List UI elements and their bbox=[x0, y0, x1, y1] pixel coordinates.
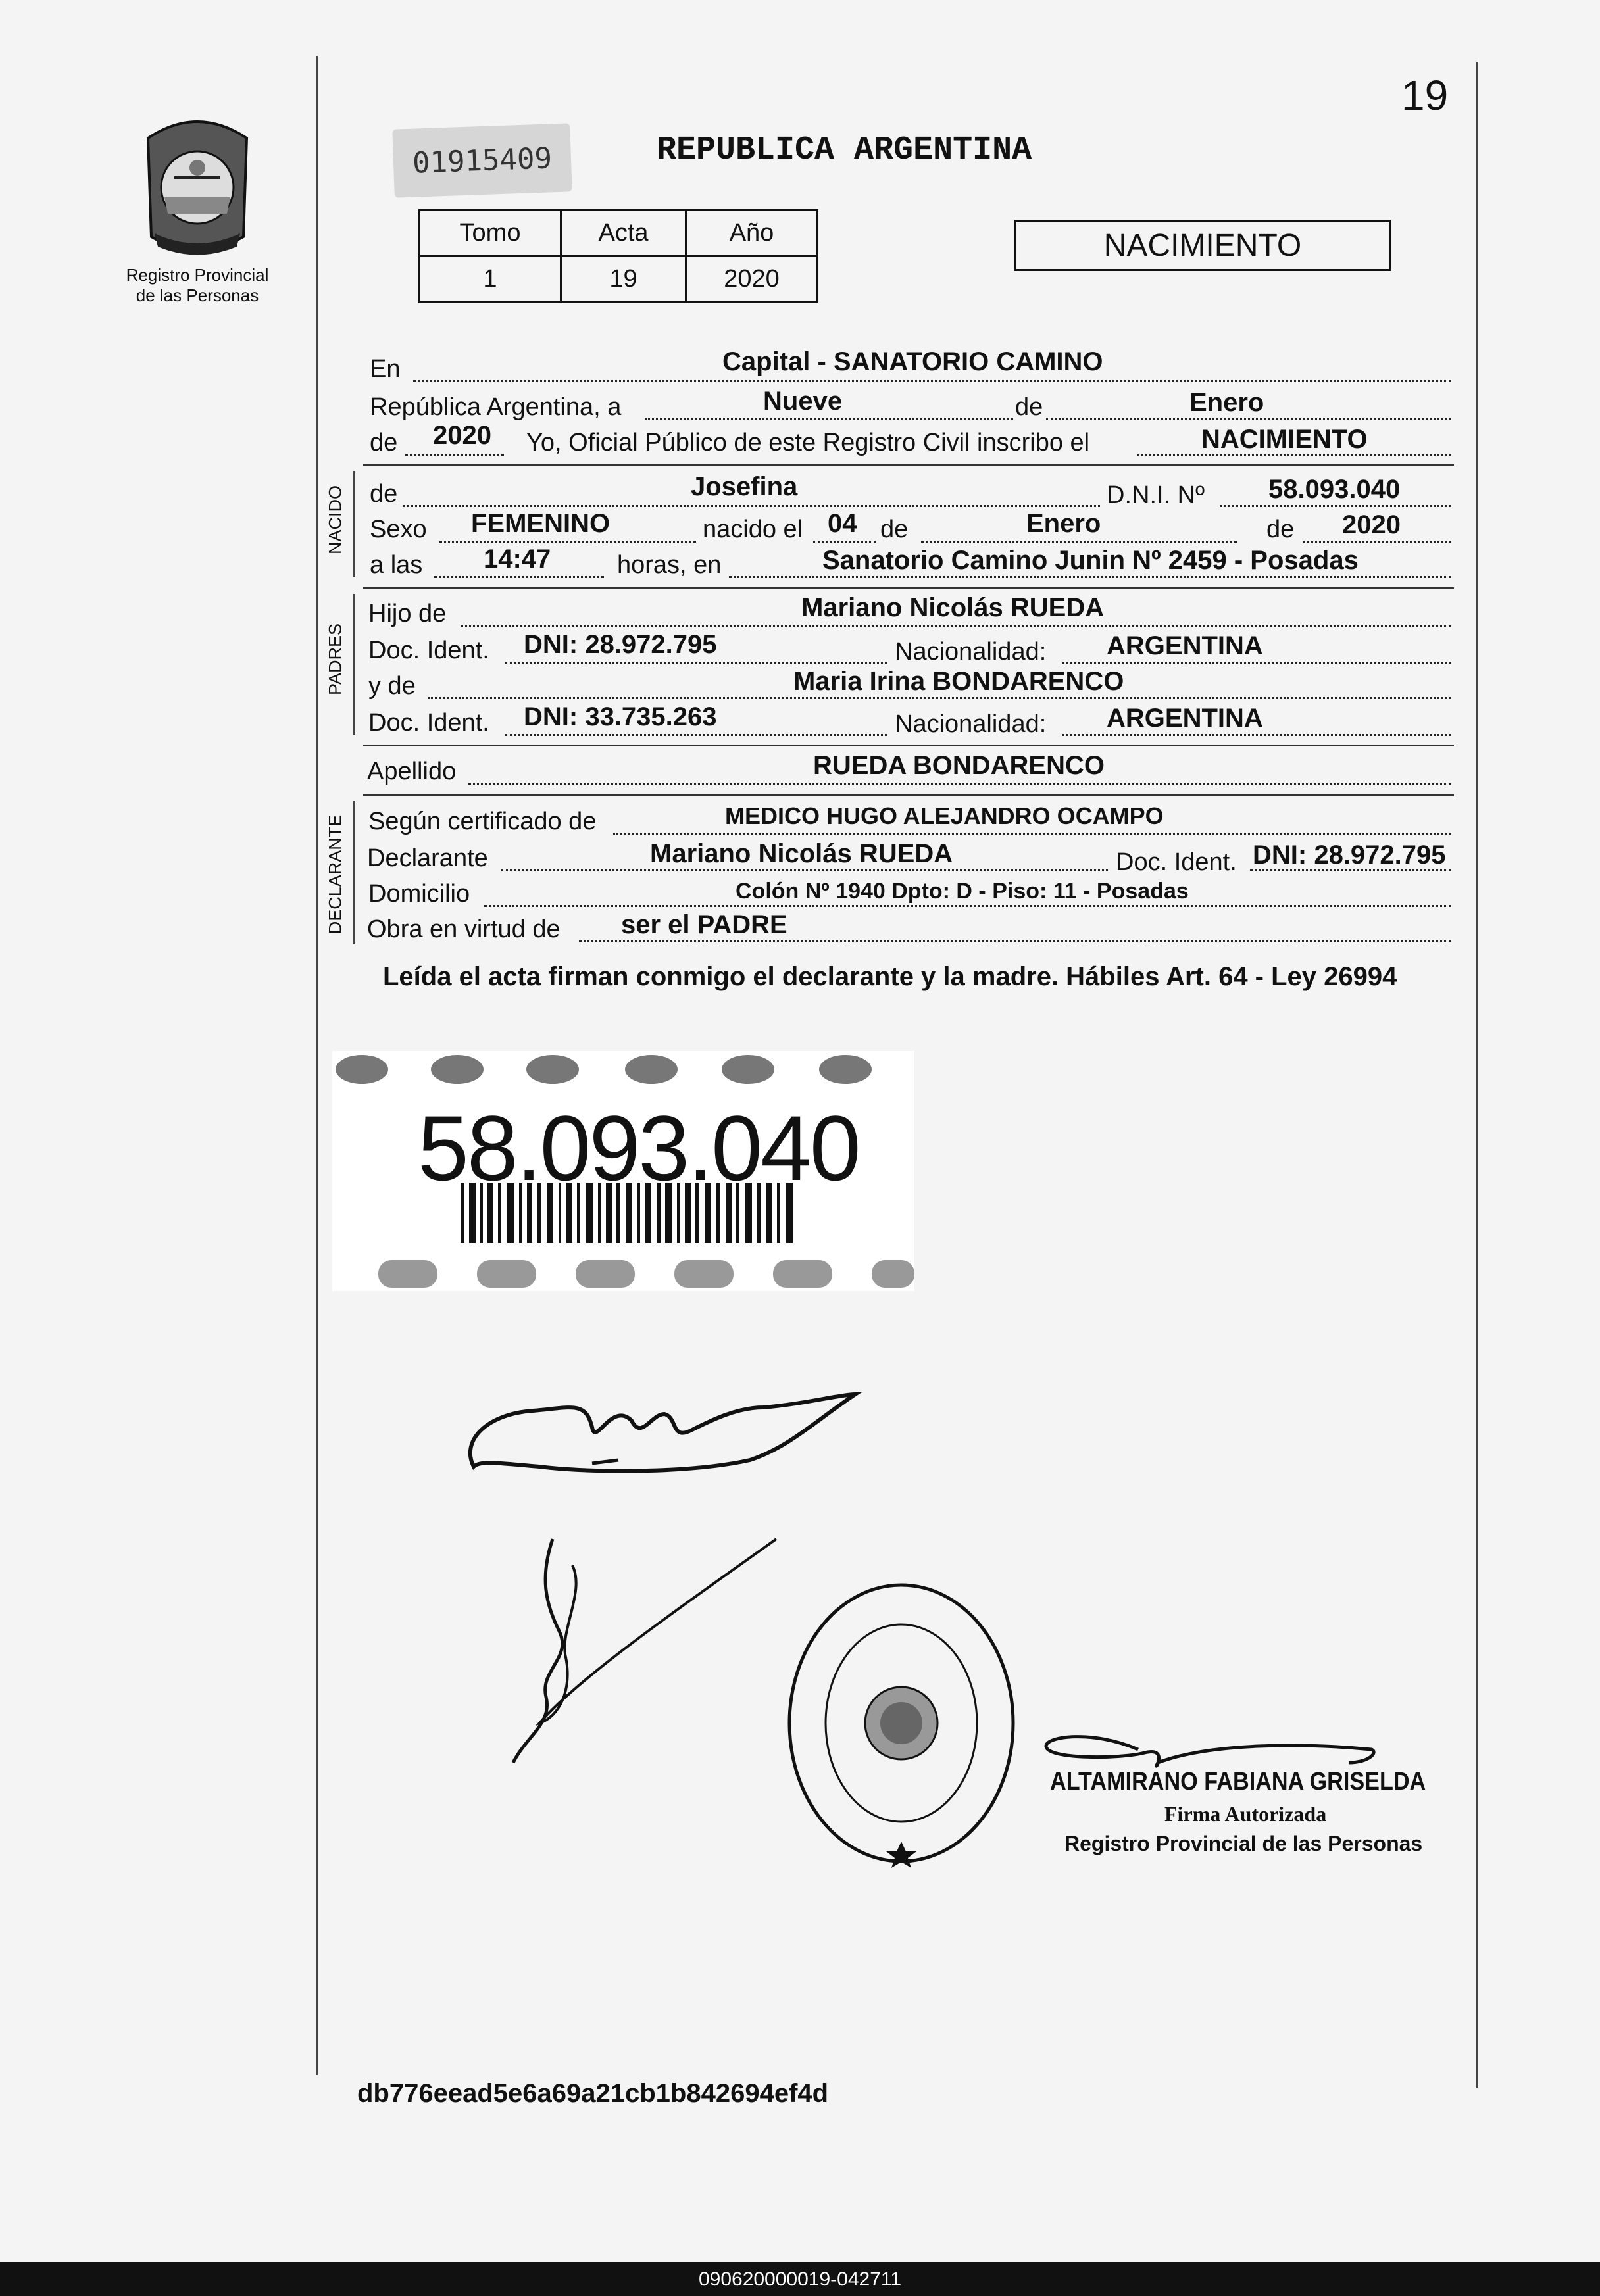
time-label: a las bbox=[370, 551, 423, 579]
dotted-line bbox=[505, 662, 887, 664]
dotted-line bbox=[1062, 662, 1451, 664]
section-rule bbox=[353, 594, 355, 735]
dotted-line bbox=[1062, 734, 1451, 736]
section-rule bbox=[353, 471, 355, 577]
dni-sticker-number: 58.093.040 bbox=[418, 1096, 859, 1200]
declarant-label: Declarante bbox=[367, 844, 488, 872]
mother-doc-label: Doc. Ident. bbox=[368, 709, 489, 737]
mother-nationality-label: Nacionalidad: bbox=[895, 710, 1047, 738]
mother-doc-value: DNI: 33.735.263 bbox=[524, 702, 717, 731]
dotted-line bbox=[645, 418, 1013, 420]
republica-label: República Argentina, a bbox=[370, 393, 622, 421]
section-rule bbox=[353, 801, 355, 944]
tomo-value: 1 bbox=[420, 256, 561, 303]
sticker-bottom-emblems bbox=[378, 1260, 914, 1288]
dotted-line bbox=[729, 576, 1451, 578]
dotted-line bbox=[1220, 505, 1451, 507]
born-de-label: de bbox=[880, 516, 909, 543]
section-divider bbox=[363, 745, 1454, 746]
right-margin-line bbox=[1476, 62, 1478, 2088]
year-value: 2020 bbox=[686, 256, 818, 303]
coat-of-arms-logo bbox=[128, 112, 266, 260]
tomo-header: Tomo bbox=[420, 210, 561, 256]
dotted-line bbox=[484, 905, 1451, 907]
de-label: de bbox=[1015, 393, 1043, 421]
dotted-line bbox=[468, 783, 1451, 785]
year-prefix-label: de bbox=[370, 429, 398, 456]
official-signature bbox=[500, 1526, 789, 1776]
certificate-value: MEDICO HUGO ALEJANDRO OCAMPO bbox=[725, 802, 1164, 829]
left-margin-line bbox=[316, 56, 318, 2075]
time-value: 14:47 bbox=[484, 545, 551, 574]
address-label: Domicilio bbox=[368, 880, 470, 908]
capacity-value: ser el PADRE bbox=[621, 910, 788, 939]
mother-label: y de bbox=[368, 672, 416, 700]
year-value-text: 2020 bbox=[433, 421, 491, 450]
signatory-name: ALTAMIRANO FABIANA GRISELDA bbox=[1050, 1768, 1426, 1795]
father-doc-value: DNI: 28.972.795 bbox=[524, 630, 717, 659]
born-label: nacido el bbox=[703, 516, 803, 543]
name-label: de bbox=[370, 480, 398, 508]
name-value: Josefina bbox=[691, 472, 798, 501]
month-word-value: Enero bbox=[1189, 388, 1264, 417]
born-year-value: 2020 bbox=[1342, 510, 1401, 539]
dotted-line bbox=[434, 576, 604, 578]
dotted-line bbox=[1303, 541, 1451, 543]
dotted-line bbox=[501, 869, 1108, 871]
place-value: Capital - SANATORIO CAMINO bbox=[722, 347, 1103, 376]
registry-caption-line1: Registro Provincial bbox=[126, 265, 269, 285]
section-divider bbox=[363, 464, 1454, 466]
delegation-stamp bbox=[783, 1575, 1020, 1871]
section-divider bbox=[363, 794, 1454, 796]
father-doc-label: Doc. Ident. bbox=[368, 637, 489, 664]
father-nationality-value: ARGENTINA bbox=[1107, 631, 1263, 660]
dotted-line bbox=[403, 505, 1100, 507]
acta-value: 19 bbox=[561, 256, 686, 303]
dni-value: 58.093.040 bbox=[1268, 475, 1401, 504]
dotted-line bbox=[1046, 418, 1451, 420]
declarant-signature bbox=[461, 1368, 868, 1493]
address-value: Colón Nº 1940 Dpto: D - Piso: 11 - Posadas bbox=[736, 879, 1189, 904]
document-hash: db776eead5e6a69a21cb1b842694ef4d bbox=[357, 2079, 829, 2108]
dotted-line bbox=[461, 625, 1451, 627]
capacity-label: Obra en virtud de bbox=[367, 916, 561, 943]
acta-header: Acta bbox=[561, 210, 686, 256]
sex-label: Sexo bbox=[370, 516, 427, 543]
mother-nationality-value: ARGENTINA bbox=[1107, 704, 1263, 733]
year-header: Año bbox=[686, 210, 818, 256]
surname-value: RUEDA BONDARENCO bbox=[813, 751, 1105, 780]
section-declarante-label: DECLARANTE bbox=[325, 814, 345, 935]
dotted-line bbox=[405, 454, 504, 456]
record-type-box: NACIMIENTO bbox=[1014, 220, 1391, 271]
signatory-role: Firma Autorizada bbox=[1164, 1802, 1327, 1826]
en-label: En bbox=[370, 355, 401, 383]
tomo-acta-table bbox=[418, 209, 818, 303]
dotted-line bbox=[579, 940, 1451, 942]
born-de2-label: de bbox=[1266, 516, 1295, 543]
sex-value: FEMENINO bbox=[471, 509, 611, 538]
birth-place-value: Sanatorio Camino Junin Nº 2459 - Posadas bbox=[822, 546, 1359, 575]
registry-caption-line2: de las Personas bbox=[136, 285, 259, 305]
dotted-line bbox=[921, 541, 1237, 543]
sticker-top-emblems bbox=[336, 1055, 872, 1084]
father-nationality-label: Nacionalidad: bbox=[895, 638, 1047, 666]
act-value: NACIMIENTO bbox=[1201, 425, 1368, 454]
footer-code: 090620000019-042711 bbox=[0, 2262, 1600, 2296]
dotted-line bbox=[505, 734, 887, 736]
section-nacido-label: NACIDO bbox=[325, 485, 345, 555]
mother-value: Maria Irina BONDARENCO bbox=[793, 667, 1124, 696]
country-title: REPUBLICA ARGENTINA bbox=[657, 132, 1032, 169]
dotted-line bbox=[428, 697, 1451, 699]
dotted-line bbox=[413, 380, 1451, 382]
section-divider bbox=[363, 587, 1454, 589]
born-day-value: 04 bbox=[828, 509, 857, 538]
father-label: Hijo de bbox=[368, 600, 447, 627]
dotted-line bbox=[613, 833, 1451, 835]
signatory-org: Registro Provincial de las Personas bbox=[1064, 1832, 1423, 1855]
registry-caption bbox=[99, 265, 296, 306]
inscribo-text: Yo, Oficial Público de este Registro Civil inscribo el bbox=[526, 429, 1090, 456]
father-value: Mariano Nicolás RUEDA bbox=[801, 593, 1105, 622]
surname-label: Apellido bbox=[367, 758, 457, 785]
serial-number: 01915409 bbox=[392, 123, 572, 197]
born-month-value: Enero bbox=[1026, 509, 1101, 538]
dotted-line bbox=[439, 541, 696, 543]
dni-label: D.N.I. Nº bbox=[1107, 481, 1205, 509]
certificate-label: Según certificado de bbox=[368, 808, 597, 835]
hours-label: horas, en bbox=[617, 551, 722, 579]
closing-note: Leída el acta firman conmigo el declarante y la madre. Hábiles Art. 64 - Ley 26994 bbox=[383, 962, 1397, 991]
declarant-doc-label: Doc. Ident. bbox=[1116, 848, 1237, 876]
dotted-line bbox=[813, 541, 876, 543]
section-padres-label: PADRES bbox=[325, 623, 345, 696]
page-number: 19 bbox=[1401, 72, 1449, 119]
declarant-doc-value: DNI: 28.972.795 bbox=[1253, 841, 1446, 869]
declarant-value: Mariano Nicolás RUEDA bbox=[650, 839, 953, 868]
day-word-value: Nueve bbox=[763, 387, 843, 416]
